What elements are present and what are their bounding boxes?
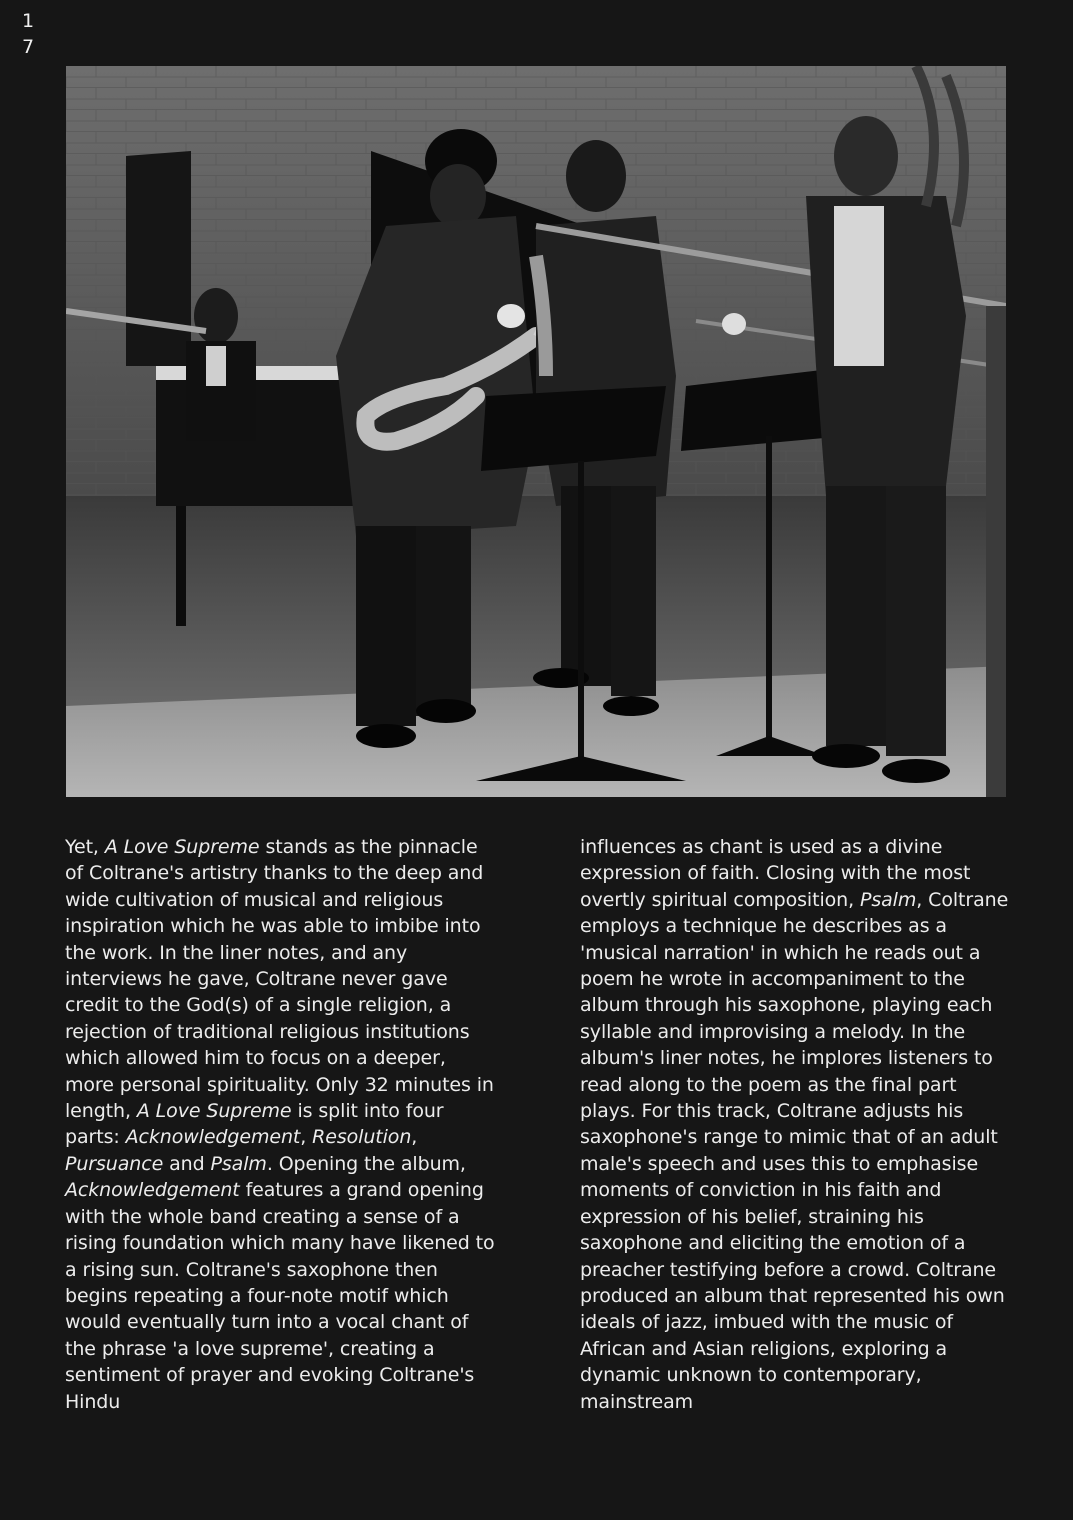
page-number-digit-1: 1 bbox=[21, 10, 35, 32]
text-run: is split into four parts: bbox=[65, 1100, 444, 1149]
italic-title: Psalm bbox=[210, 1152, 267, 1175]
italic-title: Pursuance bbox=[65, 1152, 164, 1175]
article-paragraph-right bbox=[580, 834, 1010, 1415]
text-run: stands as the pinnacle of Coltrane's artistry thanks to the deep and wide cultivation of musical and religious inspiration which he was able to imbibe into the work. In the liner notes, and any interviews he gave, Coltrane never gave credit to the God(s) of a single religion, a rejection of traditional religious institutions which allowed him to focus on a deeper, more personal spirituality. Only 32 minutes in length, bbox=[65, 836, 494, 1123]
text-run: , bbox=[300, 1126, 313, 1149]
page-number-digit-2: 7 bbox=[21, 36, 35, 58]
text-run: and bbox=[163, 1152, 211, 1175]
article-column-left bbox=[65, 834, 495, 1415]
studio-recording-photo bbox=[66, 66, 1006, 797]
text-run: influences as chant is used as a divine expression of faith. Closing with the most overtly spiritual composition, bbox=[580, 836, 971, 911]
italic-title: A Love Supreme bbox=[104, 836, 260, 858]
text-run: , bbox=[411, 1126, 418, 1149]
italic-title: Acknowledgement bbox=[65, 1179, 240, 1202]
text-run: Yet, bbox=[65, 836, 105, 858]
italic-title: Acknowledgement bbox=[125, 1126, 301, 1149]
text-run: features a grand opening with the whole band creating a sense of a rising foundation which many have likened to a rising sun. Coltrane's saxophone then begins repeating a four-note motif which would eventually turn into a vocal chant of the phrase 'a love supreme', creating a sentiment of prayer and evoking Coltrane's Hindu bbox=[65, 1179, 495, 1413]
italic-title: Resolution bbox=[312, 1126, 412, 1149]
article-paragraph-left bbox=[65, 834, 495, 1415]
article-column-right bbox=[580, 834, 1010, 1415]
text-run: , Coltrane employs a technique he describes as a 'musical narration' in which he reads out a poem he wrote in accompaniment to the album through his saxophone, playing each syllable and improvising a melody. In the album's liner notes, he implores listeners to read along to the poem as the final part plays. For this track, Coltrane adjusts his saxophone's range to mimic that of an adult male's speech and uses this to emphasise moments of conviction in his faith and expression of his belief, straining his saxophone and eliciting the emotion of a preacher testifying before a crowd. Coltrane produced an album that represented his own ideals of jazz, imbued with the music of African and Asian religions, exploring a dynamic unknown to contemporary, mainstream bbox=[580, 888, 1009, 1413]
photo-illustration bbox=[66, 66, 1006, 797]
italic-title: A Love Supreme bbox=[136, 1100, 292, 1123]
page-number bbox=[20, 8, 36, 60]
text-run: . Opening the album, bbox=[266, 1152, 466, 1175]
italic-title: Psalm bbox=[859, 888, 917, 911]
